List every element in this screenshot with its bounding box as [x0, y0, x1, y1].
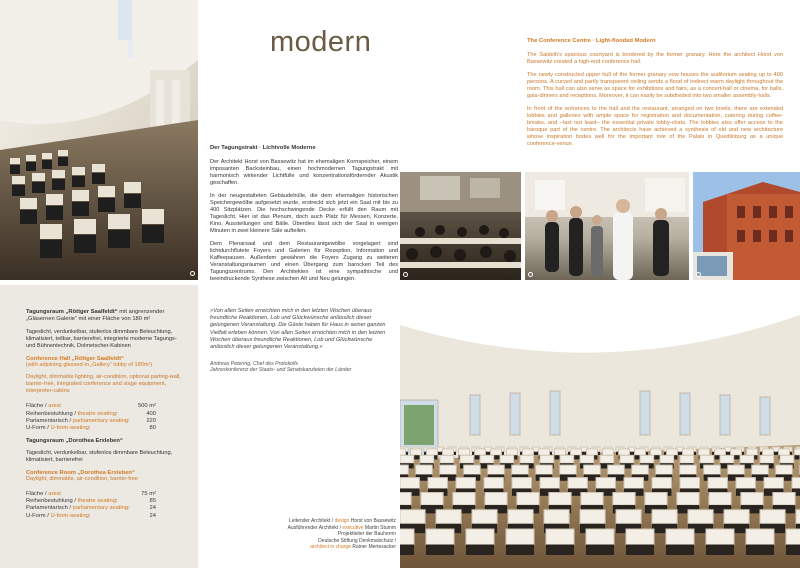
chair-back	[619, 449, 630, 455]
chair-back	[651, 449, 662, 455]
chair-back	[484, 478, 503, 489]
chair-back	[626, 529, 654, 545]
chair-back	[796, 510, 800, 524]
spec-row: Parlamentarisch / parliamentary seating: 220	[26, 417, 156, 424]
chair-back	[795, 449, 800, 455]
chair-back	[584, 465, 601, 474]
room2-specs	[26, 491, 156, 520]
chair-back	[539, 449, 550, 455]
chair-back	[720, 455, 734, 463]
chair-back	[440, 455, 454, 463]
chair-back	[706, 529, 734, 545]
chair-back	[645, 493, 667, 506]
chair-back	[773, 493, 795, 506]
chair-back	[523, 449, 534, 455]
room1-title-de-suffix: mit angrenzender „Gläsernen Galerie“ mit einer Fläche von 180 m²	[26, 309, 165, 323]
photo-marker-icon	[696, 272, 701, 277]
chair-back	[420, 455, 434, 463]
room1-info	[26, 309, 186, 432]
chair-back	[536, 465, 553, 474]
chair-seat	[506, 545, 534, 555]
chair-back	[776, 465, 793, 474]
chair-back	[752, 465, 769, 474]
chair-back	[779, 449, 790, 455]
chair-back	[555, 449, 566, 455]
chair-back	[763, 449, 774, 455]
chair-back	[546, 529, 574, 545]
chair-back	[411, 449, 422, 455]
chair-back	[540, 455, 554, 463]
chair-back	[596, 478, 615, 489]
spec-row: U-Form / U-form-seating: 80	[26, 425, 156, 432]
page-title: modern	[270, 26, 372, 58]
chair-back	[656, 465, 673, 474]
chair-back	[485, 493, 507, 506]
chair-back	[699, 449, 710, 455]
chair-back	[512, 478, 531, 489]
chair-back	[506, 529, 534, 545]
photo-marker-icon	[528, 272, 533, 277]
chair-back	[416, 465, 433, 474]
chair-back	[443, 449, 454, 455]
chair-back	[667, 449, 678, 455]
room1-specs	[26, 403, 156, 432]
room2-title-de: Tagungsraum „Dorothea Erxleben“	[26, 438, 123, 444]
chair-back	[613, 493, 635, 506]
chair-back	[517, 493, 539, 506]
chair-back	[571, 449, 582, 455]
credits	[258, 518, 396, 551]
chair-back	[666, 529, 694, 545]
credit-line: Leitender Architekt / design Horst von Bassewitz	[288, 518, 396, 524]
chair-back	[549, 493, 571, 506]
room1-title-en: Conference Hall „Röttger Saalfeldt“	[26, 356, 124, 363]
quote-author-role: Jahreskonferenz der Staats- und Senatskanzleien der Länder	[210, 367, 352, 374]
chair-back	[472, 510, 497, 524]
chair-back	[736, 478, 755, 489]
german-paragraph-2: In der neugestalteten Gebäudehülle, die dem ehemaligen historischen Speichergewölbe aufgesetzt wurde, erstreckt sich jetzt ein Saal mit bis zu 400 Sitzplätzen. Die hochschwingende Decke erfüllt den Raum mit Tageslicht. Hier ist das Plenum, doch auch Platz für Messen, Konzerte, Kino, Ausstellungen und Bälle. Überdies lässt sich der Saal in wenigen Minuten in zwei kleinere Säle aufteilen.	[210, 193, 398, 234]
chair-back	[400, 510, 425, 524]
photo-plenary-session	[400, 172, 521, 280]
chair-seat	[666, 545, 694, 555]
chair-back	[746, 529, 774, 545]
chair-back	[608, 465, 625, 474]
chair-back	[491, 449, 502, 455]
german-text-column	[210, 145, 398, 283]
chair-back	[586, 529, 614, 545]
chair-back	[508, 510, 533, 524]
chair-back	[400, 493, 411, 506]
chair-seat	[586, 545, 614, 555]
chair-back	[660, 455, 674, 463]
chair-seat	[426, 545, 454, 555]
chair-seat	[400, 545, 414, 555]
chair-back	[400, 465, 408, 474]
chair-back	[560, 465, 577, 474]
english-heading: The Conference Centre · Light-flooded Modern	[527, 38, 656, 44]
chair-back	[700, 455, 714, 463]
chair-back	[677, 493, 699, 506]
credit-line: Deutsche Stiftung Denkmalschutz /	[318, 537, 396, 544]
chair-back	[792, 478, 800, 489]
chair-back	[760, 455, 774, 463]
chair-back	[581, 493, 603, 506]
chair-back	[580, 455, 594, 463]
chair-back	[587, 449, 598, 455]
chair-back	[400, 529, 414, 545]
room1-title-en-suffix: (with adjoining glassed-in „Gallery“ lobby of 180m²)	[26, 362, 153, 369]
chair-back	[616, 510, 641, 524]
room2-title-en: Conference Room „Dorothea Erxleben“	[26, 470, 135, 476]
chair-back	[459, 449, 470, 455]
chair-back	[728, 465, 745, 474]
chair-back	[453, 493, 475, 506]
german-paragraph-3: Dem Plenarsaal und dem Restaurantgewölbe vorgelagert sind lichtdurchflutete Foyers und Galerien für Rezeption, Information und Kaffeepausen. Außerdem gewähren die Foyers Zugang zu weiteren Veranstaltungsräumen und einen Übergang zum barocken Teil des Tagungszentrums. Den Architekten ist eine sympathische und beeindruckende Synthese zwischen Alt und Neu gelungen.	[210, 241, 398, 282]
chair-back	[632, 465, 649, 474]
spec-row: Fläche / area: 500 m²	[26, 403, 156, 410]
chair-back	[724, 510, 749, 524]
credit-line: architect in charge Rainer Mertesacker	[310, 544, 396, 551]
chair-back	[475, 449, 486, 455]
chair-seat	[626, 545, 654, 555]
chair-seat	[466, 545, 494, 555]
photo-marker-icon	[190, 271, 195, 276]
spec-row: Parlamentarisch / parliamentary seating: 24	[26, 505, 156, 512]
spec-row: Reihenbestuhlung / theatre seating: 85	[26, 498, 156, 505]
chair-back	[780, 455, 794, 463]
credit-line: Ausführender Architekt / executive Martin Stumm	[287, 524, 396, 531]
chair-back	[400, 478, 419, 489]
photo-lobby-people	[525, 172, 689, 280]
room2-features-de: Tageslicht, verdunkelbar, stufenlos dimmbare Beleuchtung, klimatisiert, barrierefrei	[26, 450, 173, 463]
chair-back	[747, 449, 758, 455]
chair-back	[436, 510, 461, 524]
chair-back	[580, 510, 605, 524]
chair-back	[680, 465, 697, 474]
english-paragraph-2: The newly constructed upper hull of the former granary now houses the auditorium seating up to 400 persons. A curved and partly transparent ceiling sends a flood of indirect warm daylight throughout the room. This hall can also serve as space for exhibitions and fairs, as a concert-hall or cinema, for balls, gala-dinners and receptions. Moreover, it can easily be subdivided into two smaller assembly-halls.	[527, 72, 783, 99]
room1-title-de: Tagungsraum „Röttger Saalfeldt“	[26, 309, 118, 315]
chair-back	[764, 478, 783, 489]
photo-hall-interior-top	[0, 0, 198, 280]
german-paragraph-1: Der Architekt Horst von Bassewitz hat im ehemaligen Kornspeicher, einem imposanten Backsteinbau, einen hochmodernen Tagungstrakt mit harmonisch wirkender Lichtfülle und konzentrationsfördernder Akustik geschaffen.	[210, 159, 398, 186]
chair-seat	[795, 455, 800, 459]
chair-back	[400, 449, 405, 455]
chair-back	[624, 478, 643, 489]
photo-hall-seating	[400, 285, 800, 568]
chair-back	[600, 455, 614, 463]
chair-back	[640, 455, 654, 463]
chair-back	[635, 449, 646, 455]
chair-back	[507, 449, 518, 455]
quote-author: Andreas Petering, Chef des Protokolls	[210, 361, 298, 368]
chair-back	[708, 478, 727, 489]
chair-back	[426, 529, 454, 545]
photo-marker-icon	[403, 272, 408, 277]
testimonial-quote	[210, 308, 392, 373]
german-heading: Der Tagungstrakt · Lichtvolle Moderne	[210, 145, 316, 151]
chair-back	[760, 510, 785, 524]
chair-back	[512, 465, 529, 474]
chair-back	[740, 455, 754, 463]
chair-back	[456, 478, 475, 489]
chair-back	[400, 455, 414, 463]
photo-building-exterior	[693, 172, 800, 280]
credit-line: Projektleiter der Bauherrin	[337, 531, 396, 538]
chair-back	[500, 455, 514, 463]
chair-back	[464, 465, 481, 474]
chair-back	[540, 478, 559, 489]
chair-back	[786, 529, 800, 545]
chair-back	[427, 449, 438, 455]
english-paragraph-1: The Saldelh's spacious courtyard is bordered by the former granary. Here the architect Horst von Bassewitz created a high-end conference hall.	[527, 52, 783, 65]
english-paragraph-3: In front of the entrances to the hall and the restaurant, arranged on two levels, there are extended lobbies and galleries with ample space for registration and documentation, catering during coffee-breaks, and –last not least– the essential private lobby-chats. The lobbies also offer access to the baroque part of the centre. The architects have achieved a synthesis of old and new architecture whose inspiration bodes well for the important role of the Palais in Quedlinburg as a unique conference-venue.	[527, 106, 783, 147]
english-text-column	[527, 38, 783, 148]
quote-text: »Von allen Seiten erreichten mich in den letzten Wochen überaus freundliche Reaktionen, Lob und Glückwünsche anlässlich dieser gelungenen Veranstaltung. Die Gäste haben für Haus in seiner ganzen Vielfalt erleben können. Von allen Seiten erreichten mich in den letzten Wochen überaus freundliche Reaktionen, Lob und Glückwünsche anlässlich dieser gelungenen Veranstaltung.«	[210, 308, 386, 351]
chair-back	[488, 465, 505, 474]
chair-seat	[786, 545, 800, 555]
chair-back	[715, 449, 726, 455]
chair-back	[620, 455, 634, 463]
chair-back	[544, 510, 569, 524]
chair-back	[680, 455, 694, 463]
chair-back	[568, 478, 587, 489]
spec-row: Reihenbestuhlung / theatre seating: 400	[26, 410, 156, 417]
chair-back	[652, 510, 677, 524]
chair-back	[731, 449, 742, 455]
chair-back	[603, 449, 614, 455]
chair-back	[428, 478, 447, 489]
chair-back	[480, 455, 494, 463]
chair-back	[520, 455, 534, 463]
chair-back	[704, 465, 721, 474]
chair-seat	[706, 545, 734, 555]
chair-back	[652, 478, 671, 489]
hall-illustration	[0, 0, 198, 280]
chair-seat	[546, 545, 574, 555]
chair-back	[680, 478, 699, 489]
room1-features-de: Tageslicht, verdunkelbar, stufenlos dimmbare Beleuchtung, klimatisiert, teilbar, barrierefrei, integrierte moderne Tagungs- und Bühnentechnik, Dolmetscher-Kabinen	[26, 329, 177, 350]
chair-back	[709, 493, 731, 506]
chair-back	[440, 465, 457, 474]
chair-back	[466, 529, 494, 545]
chair-back	[688, 510, 713, 524]
chair-back	[741, 493, 763, 506]
spec-row: U-Form / U-form-seating: 24	[26, 512, 156, 519]
chair-back	[560, 455, 574, 463]
chair-back	[683, 449, 694, 455]
chair-seat	[746, 545, 774, 555]
room1-features-en: Daylight, dimmable lighting, air-condition, optional parting-wall, barrier-free, integrated conference and stage equipment, interpreter-cabins	[26, 374, 181, 395]
chair-back	[460, 455, 474, 463]
chair-back	[421, 493, 443, 506]
room2-info	[26, 438, 186, 520]
spec-row: Fläche / area: 75 m²	[26, 491, 156, 497]
room2-features-en: Daylight, dimmable, air-condition, barrier-free	[26, 476, 138, 482]
